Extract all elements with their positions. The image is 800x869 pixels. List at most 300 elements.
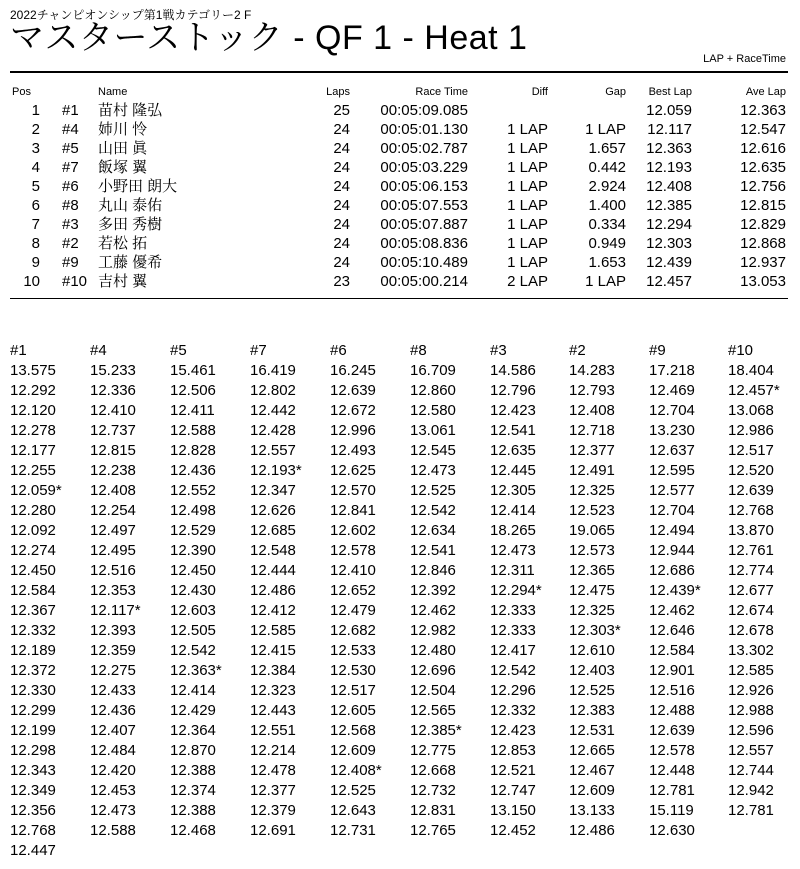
pos-cell: 9 (31, 254, 40, 271)
lap-time-cell: 12.841 (330, 502, 376, 519)
lap-time-cell: 12.410 (90, 402, 136, 419)
pos-cell: 3 (31, 140, 40, 157)
lap-time-cell: 12.565 (410, 702, 456, 719)
lap-time-cell: 12.696 (410, 662, 456, 679)
lap-time-cell: 12.551 (250, 722, 296, 739)
lap-time-cell: 12.214 (250, 742, 296, 759)
lap-time-cell: 12.452 (490, 822, 536, 839)
lap-time-cell: 12.333 (490, 602, 536, 619)
lap-time-cell: 12.410 (330, 562, 376, 579)
lap-time-cell: 12.557 (728, 742, 774, 759)
lap-time-cell: 12.605 (330, 702, 376, 719)
gap-cell: 1.400 (588, 197, 626, 214)
lap-time-cell: 12.444 (250, 562, 296, 579)
laps-cell: 24 (333, 197, 350, 214)
lap-column-header: #8 (410, 342, 427, 359)
lap-time-cell: 12.468 (170, 822, 216, 839)
lap-time-cell: 12.411 (170, 402, 215, 419)
lap-time-cell: 12.393 (90, 622, 136, 639)
lap-time-cell: 12.486 (569, 822, 615, 839)
lap-time-cell: 16.245 (330, 362, 376, 379)
lap-column (490, 341, 569, 841)
lap-time-cell: 12.486 (250, 582, 296, 599)
ave-lap-cell: 12.815 (740, 197, 786, 214)
lap-time-cell: 12.609 (330, 742, 376, 759)
diff-cell: 1 LAP (507, 235, 548, 252)
driver-name-cell: 飯塚 翼 (98, 159, 148, 176)
result-row (0, 196, 800, 215)
lap-time-cell: 12.595 (649, 462, 695, 479)
column-header-diff: Diff (531, 86, 548, 98)
laps-cell: 23 (333, 273, 350, 290)
lap-time-cell: 12.665 (569, 742, 615, 759)
lap-time-cell: 12.479 (330, 602, 376, 619)
laps-cell: 24 (333, 159, 350, 176)
lap-time-cell: 12.580 (410, 402, 456, 419)
lap-time-cell: 12.423 (490, 722, 536, 739)
lap-time-cell: 12.325 (569, 602, 615, 619)
lap-time-cell: 12.761 (728, 542, 774, 559)
lap-time-cell: 13.150 (490, 802, 536, 819)
driver-name-cell: 小野田 朗大 (98, 178, 178, 195)
lap-time-cell: 12.311 (490, 562, 535, 579)
lap-time-cell: 12.944 (649, 542, 695, 559)
lap-time-cell: 12.385* (410, 722, 462, 739)
lap-time-cell: 12.545 (410, 442, 456, 459)
diff-cell: 1 LAP (507, 121, 548, 138)
lap-time-cell: 12.450 (10, 562, 56, 579)
lap-time-cell: 12.625 (330, 462, 376, 479)
car-number-cell: #5 (62, 140, 79, 157)
ave-lap-cell: 12.868 (740, 235, 786, 252)
race-time-cell: 00:05:07.887 (380, 216, 468, 233)
driver-name-cell: 丸山 泰佑 (98, 197, 163, 214)
lap-time-cell: 12.853 (490, 742, 536, 759)
best-lap-cell: 12.457 (646, 273, 692, 290)
gap-cell: 0.442 (588, 159, 626, 176)
lap-time-cell: 12.542 (410, 502, 456, 519)
lap-time-cell: 12.255 (10, 462, 56, 479)
lap-column (728, 341, 800, 821)
lap-time-cell: 12.860 (410, 382, 456, 399)
lap-time-cell: 12.942 (728, 782, 774, 799)
lap-time-cell: 12.685 (250, 522, 296, 539)
lap-column-header: #3 (490, 342, 507, 359)
lap-time-cell: 12.478 (250, 762, 296, 779)
car-number-cell: #8 (62, 197, 79, 214)
lap-time-cell: 12.493 (330, 442, 376, 459)
lap-time-cell: 12.408* (330, 762, 382, 779)
lap-time-cell: 12.588 (90, 822, 136, 839)
lap-column-header: #2 (569, 342, 586, 359)
lap-time-cell: 12.588 (170, 422, 216, 439)
lap-time-cell: 12.408 (569, 402, 615, 419)
ave-lap-cell: 12.363 (740, 102, 786, 119)
ave-lap-cell: 12.756 (740, 178, 786, 195)
lap-column-header: #5 (170, 342, 187, 359)
gap-cell: 1.657 (588, 140, 626, 157)
lap-time-cell: 12.488 (649, 702, 695, 719)
lap-time-cell: 12.672 (330, 402, 376, 419)
lap-time-cell: 12.473 (410, 462, 456, 479)
lap-time-cell: 12.630 (649, 822, 695, 839)
lap-time-cell: 12.678 (728, 622, 774, 639)
lap-time-cell: 12.525 (569, 682, 615, 699)
lap-time-cell: 12.193* (250, 462, 302, 479)
lap-time-cell: 12.986 (728, 422, 774, 439)
lap-time-cell: 12.517 (728, 442, 774, 459)
gap-cell: 1 LAP (585, 121, 626, 138)
lap-time-cell: 12.796 (490, 382, 536, 399)
lap-time-cell: 16.419 (250, 362, 296, 379)
lap-time-cell: 12.303* (569, 622, 621, 639)
lap-time-cell: 12.548 (250, 542, 296, 559)
lap-time-cell: 12.359 (90, 642, 136, 659)
lap-time-cell: 17.218 (649, 362, 695, 379)
lap-time-cell: 12.781 (649, 782, 695, 799)
lap-time-cell: 12.388 (170, 802, 216, 819)
lap-time-cell: 12.926 (728, 682, 774, 699)
lap-time-cell: 12.541 (410, 542, 456, 559)
lap-time-cell: 12.529 (170, 522, 216, 539)
best-lap-cell: 12.117 (647, 121, 692, 138)
lap-time-cell: 12.602 (330, 522, 376, 539)
lap-time-cell: 12.117* (90, 602, 141, 619)
lap-time-cell: 12.704 (649, 502, 695, 519)
lap-time-cell: 12.412 (250, 602, 296, 619)
lap-time-cell: 12.388 (170, 762, 216, 779)
lap-column (170, 341, 249, 841)
race-time-cell: 00:05:09.085 (380, 102, 468, 119)
lap-time-cell: 12.542 (170, 642, 216, 659)
lap-time-cell: 12.573 (569, 542, 615, 559)
column-header-name: Name (98, 86, 128, 98)
lap-time-cell: 19.065 (569, 522, 615, 539)
lap-time-cell: 12.530 (330, 662, 376, 679)
lap-time-cell: 12.238 (90, 462, 136, 479)
lap-time-cell: 12.428 (250, 422, 296, 439)
lap-time-cell: 12.495 (90, 542, 136, 559)
best-lap-cell: 12.193 (646, 159, 692, 176)
race-time-cell: 00:05:02.787 (380, 140, 468, 157)
lap-column (649, 341, 728, 841)
pos-cell: 10 (23, 273, 40, 290)
title-divider (10, 71, 788, 73)
column-header-best-lap: Best Lap (648, 86, 692, 98)
gap-cell: 1.653 (588, 254, 626, 271)
best-lap-cell: 12.363 (646, 140, 692, 157)
lap-time-cell: 12.473 (490, 542, 536, 559)
car-number-cell: #1 (62, 102, 79, 119)
driver-name-cell: 吉村 翼 (98, 273, 148, 290)
laps-cell: 24 (333, 178, 350, 195)
car-number-cell: #9 (62, 254, 79, 271)
result-row (0, 158, 800, 177)
driver-name-cell: 多田 秀樹 (98, 216, 163, 233)
lap-time-cell: 12.356 (10, 802, 56, 819)
lap-time-cell: 12.420 (90, 762, 136, 779)
best-lap-cell: 12.439 (646, 254, 692, 271)
lap-time-cell: 12.504 (410, 682, 456, 699)
lap-time-cell: 12.775 (410, 742, 456, 759)
car-number-cell: #10 (62, 273, 88, 290)
timing-mode-label: LAP + RaceTime (703, 53, 786, 65)
lap-time-cell: 12.718 (569, 422, 615, 439)
lap-time-cell: 12.704 (649, 402, 695, 419)
lap-column-header: #10 (728, 342, 754, 359)
lap-time-cell: 12.568 (330, 722, 376, 739)
driver-name-cell: 姉川 怜 (98, 121, 148, 138)
lap-time-cell: 12.639 (728, 482, 774, 499)
diff-cell: 1 LAP (507, 178, 548, 195)
lap-column-header: #9 (649, 342, 666, 359)
lap-time-cell: 12.390 (170, 542, 216, 559)
column-header-race-time: Race Time (415, 86, 468, 98)
lap-time-cell: 12.408 (90, 482, 136, 499)
lap-column (250, 341, 329, 841)
lap-time-cell: 12.609 (569, 782, 615, 799)
lap-time-cell: 12.521 (490, 762, 536, 779)
lap-time-cell: 13.068 (728, 402, 774, 419)
lap-time-cell: 13.870 (728, 522, 774, 539)
lap-time-cell: 12.332 (490, 702, 536, 719)
lap-time-cell: 12.280 (10, 502, 56, 519)
column-header-ave-lap: Ave Lap (745, 86, 786, 98)
ave-lap-cell: 12.635 (740, 159, 786, 176)
lap-time-cell: 12.467 (569, 762, 615, 779)
lap-time-cell: 18.404 (728, 362, 774, 379)
lap-time-cell: 12.383 (569, 702, 615, 719)
lap-time-cell: 12.525 (410, 482, 456, 499)
lap-time-cell: 12.747 (490, 782, 536, 799)
lap-column-header: #7 (250, 342, 267, 359)
pos-cell: 5 (31, 178, 40, 195)
lap-time-cell: 12.347 (250, 482, 296, 499)
laps-cell: 24 (333, 216, 350, 233)
best-lap-cell: 12.408 (646, 178, 692, 195)
lap-time-cell: 12.343 (10, 762, 56, 779)
lap-time-cell: 12.686 (649, 562, 695, 579)
diff-cell: 1 LAP (507, 140, 548, 157)
result-row (0, 234, 800, 253)
lap-time-cell: 12.462 (410, 602, 456, 619)
lap-time-cell: 12.732 (410, 782, 456, 799)
gap-cell: 0.334 (588, 216, 626, 233)
ave-lap-cell: 12.547 (740, 121, 786, 138)
best-lap-cell: 12.059 (646, 102, 692, 119)
lap-time-cell: 12.349 (10, 782, 56, 799)
lap-time-cell: 12.596 (728, 722, 774, 739)
lap-time-cell: 18.265 (490, 522, 536, 539)
result-row (0, 215, 800, 234)
pos-cell: 6 (31, 197, 40, 214)
lap-time-cell: 12.377 (569, 442, 615, 459)
lap-time-cell: 12.541 (490, 422, 536, 439)
lap-time-cell: 12.505 (170, 622, 216, 639)
lap-time-cell: 12.442 (250, 402, 296, 419)
lap-time-cell: 12.415 (250, 642, 296, 659)
gap-cell: 0.949 (588, 235, 626, 252)
diff-cell: 1 LAP (507, 254, 548, 271)
result-row (0, 101, 800, 120)
lap-time-cell: 12.384 (250, 662, 296, 679)
lap-time-cell: 12.439* (649, 582, 701, 599)
lap-column (569, 341, 648, 841)
lap-time-cell: 12.516 (90, 562, 136, 579)
column-header-gap: Gap (605, 86, 626, 98)
laps-cell: 24 (333, 254, 350, 271)
lap-column-header: #4 (90, 342, 107, 359)
diff-cell: 1 LAP (507, 197, 548, 214)
result-row (0, 177, 800, 196)
lap-time-cell: 12.332 (10, 622, 56, 639)
driver-name-cell: 若松 拓 (98, 235, 148, 252)
lap-time-cell: 12.578 (330, 542, 376, 559)
race-time-cell: 00:05:08.836 (380, 235, 468, 252)
lap-time-cell: 14.283 (569, 362, 615, 379)
lap-time-cell: 12.367 (10, 602, 56, 619)
best-lap-cell: 12.385 (646, 197, 692, 214)
race-time-cell: 00:05:00.214 (380, 273, 468, 290)
result-row (0, 120, 800, 139)
ave-lap-cell: 12.829 (740, 216, 786, 233)
lap-time-cell: 12.533 (330, 642, 376, 659)
lap-time-cell: 12.774 (728, 562, 774, 579)
lap-time-cell: 12.379 (250, 802, 296, 819)
lap-time-cell: 12.423 (490, 402, 536, 419)
lap-time-cell: 12.323 (250, 682, 296, 699)
lap-time-cell: 12.414 (490, 502, 536, 519)
lap-time-cell: 12.430 (170, 582, 216, 599)
lap-column-header: #6 (330, 342, 347, 359)
column-header-laps: Laps (326, 86, 350, 98)
car-number-cell: #6 (62, 178, 79, 195)
lap-time-cell: 12.584 (10, 582, 56, 599)
lap-time-cell: 12.982 (410, 622, 456, 639)
lap-time-cell: 13.302 (728, 642, 774, 659)
lap-time-cell: 12.433 (90, 682, 136, 699)
lap-time-cell: 12.491 (569, 462, 615, 479)
lap-time-cell: 12.639 (330, 382, 376, 399)
race-time-cell: 00:05:03.229 (380, 159, 468, 176)
lap-time-cell: 12.305 (490, 482, 536, 499)
lap-time-cell: 13.061 (410, 422, 456, 439)
lap-column (330, 341, 409, 841)
lap-time-cell: 12.274 (10, 542, 56, 559)
lap-time-cell: 12.296 (490, 682, 536, 699)
car-number-cell: #2 (62, 235, 79, 252)
lap-time-cell: 12.578 (649, 742, 695, 759)
lap-time-cell: 12.523 (569, 502, 615, 519)
lap-time-cell: 12.531 (569, 722, 615, 739)
lap-time-cell: 12.626 (250, 502, 296, 519)
lap-time-cell: 12.691 (250, 822, 296, 839)
lap-time-cell: 12.177 (10, 442, 56, 459)
lap-time-cell: 12.275 (90, 662, 136, 679)
pos-cell: 4 (31, 159, 40, 176)
diff-cell: 1 LAP (507, 159, 548, 176)
lap-time-cell: 12.372 (10, 662, 56, 679)
lap-time-cell: 12.674 (728, 602, 774, 619)
lap-time-cell: 12.443 (250, 702, 296, 719)
lap-time-cell: 12.353 (90, 582, 136, 599)
ave-lap-cell: 12.616 (740, 140, 786, 157)
lap-time-cell: 12.506 (170, 382, 216, 399)
race-time-cell: 00:05:10.489 (380, 254, 468, 271)
laps-cell: 25 (333, 102, 350, 119)
lap-time-cell: 12.634 (410, 522, 456, 539)
gap-cell: 1 LAP (585, 273, 626, 290)
lap-time-cell: 12.447 (10, 842, 56, 859)
lap-time-cell: 12.480 (410, 642, 456, 659)
driver-name-cell: 苗村 隆弘 (98, 102, 163, 119)
lap-time-cell: 13.230 (649, 422, 695, 439)
lap-time-cell: 12.639 (649, 722, 695, 739)
lap-time-cell: 12.429 (170, 702, 216, 719)
lap-time-cell: 12.637 (649, 442, 695, 459)
lap-time-cell: 12.498 (170, 502, 216, 519)
lap-time-cell: 12.497 (90, 522, 136, 539)
lap-time-cell: 12.520 (728, 462, 774, 479)
lap-time-cell: 12.646 (649, 622, 695, 639)
lap-time-cell: 12.577 (649, 482, 695, 499)
car-number-cell: #7 (62, 159, 79, 176)
lap-time-cell: 12.407 (90, 722, 136, 739)
lap-time-cell: 12.330 (10, 682, 56, 699)
lap-time-cell: 12.668 (410, 762, 456, 779)
ave-lap-cell: 13.053 (740, 273, 786, 290)
lap-time-cell: 12.457* (728, 382, 780, 399)
lap-time-cell: 12.414 (170, 682, 216, 699)
race-time-cell: 00:05:01.130 (380, 121, 468, 138)
lap-time-cell: 12.392 (410, 582, 456, 599)
laps-cell: 24 (333, 235, 350, 252)
lap-time-cell: 12.484 (90, 742, 136, 759)
lap-column-header: #1 (10, 342, 27, 359)
results-divider (10, 298, 788, 299)
diff-cell: 1 LAP (507, 216, 548, 233)
car-number-cell: #3 (62, 216, 79, 233)
lap-time-cell: 12.199 (10, 722, 56, 739)
lap-time-cell: 12.336 (90, 382, 136, 399)
lap-time-cell: 12.846 (410, 562, 456, 579)
lap-time-cell: 15.461 (170, 362, 216, 379)
lap-time-cell: 12.325 (569, 482, 615, 499)
laps-cell: 24 (333, 121, 350, 138)
race-subtitle: 2022チャンピオンシップ第1戦カテゴリー2 F (10, 8, 252, 22)
lap-time-cell: 12.120 (10, 402, 56, 419)
lap-time-cell: 12.677 (728, 582, 774, 599)
lap-time-cell: 12.870 (170, 742, 216, 759)
lap-time-cell: 16.709 (410, 362, 456, 379)
lap-time-cell: 12.294* (490, 582, 542, 599)
lap-time-cell: 12.768 (10, 822, 56, 839)
lap-time-cell: 12.831 (410, 802, 456, 819)
lap-time-cell: 12.292 (10, 382, 56, 399)
lap-time-cell: 12.436 (90, 702, 136, 719)
lap-time-cell: 12.768 (728, 502, 774, 519)
lap-time-cell: 12.417 (490, 642, 536, 659)
lap-time-cell: 12.364 (170, 722, 216, 739)
page-title: マスターストック - QF 1 - Heat 1 (10, 19, 528, 57)
lap-time-cell: 12.542 (490, 662, 536, 679)
lap-time-cell: 12.988 (728, 702, 774, 719)
race-time-cell: 00:05:07.553 (380, 197, 468, 214)
lap-time-cell: 12.445 (490, 462, 536, 479)
lap-time-cell: 12.436 (170, 462, 216, 479)
gap-cell: 2.924 (588, 178, 626, 195)
lap-time-cell: 12.462 (649, 602, 695, 619)
